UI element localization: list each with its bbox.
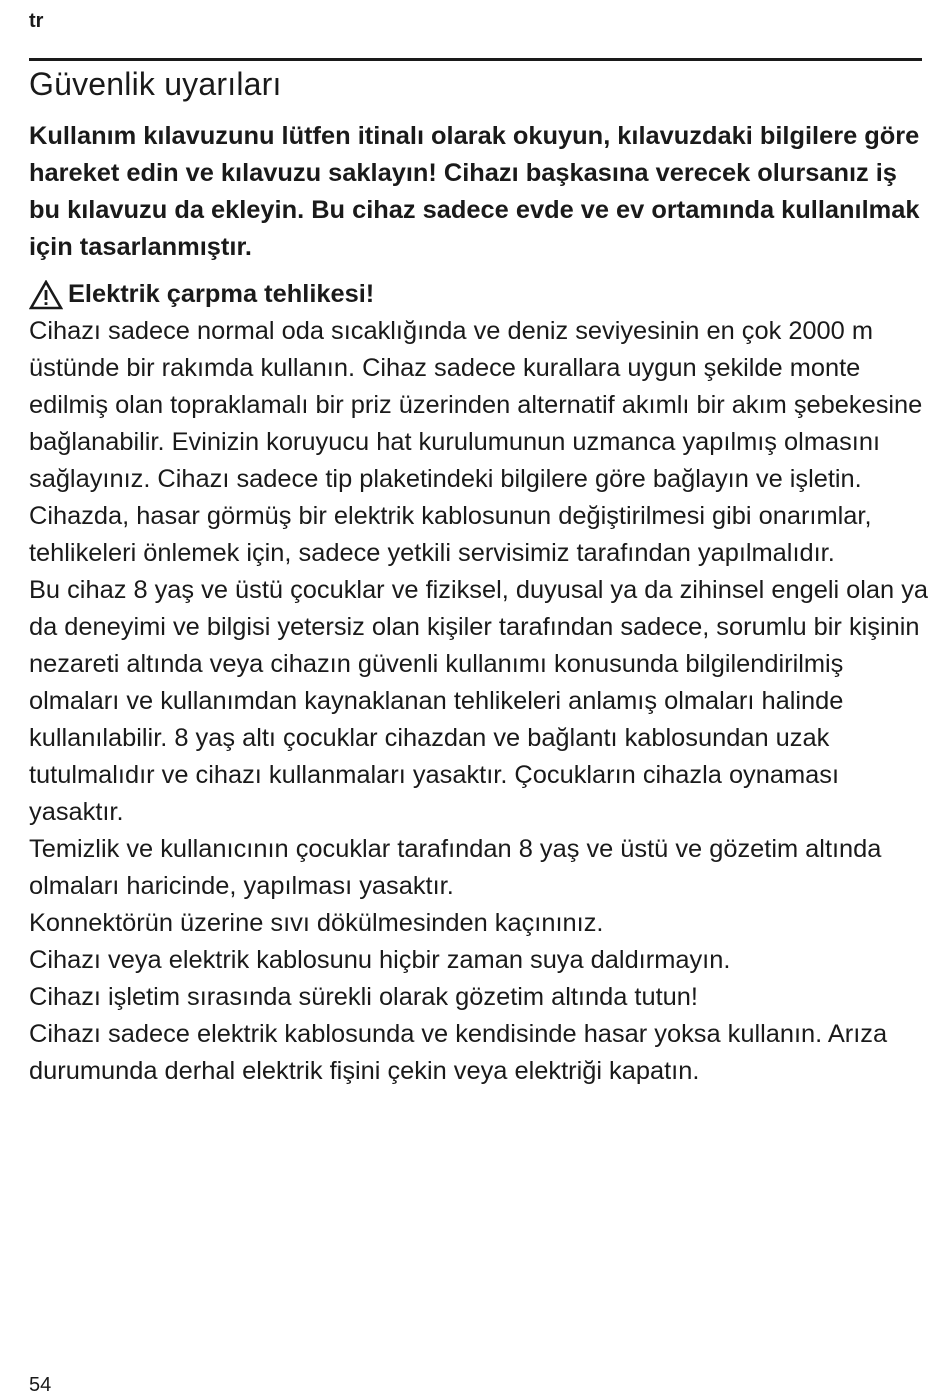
header-rule [29,58,922,61]
section-body [29,118,929,1090]
page-number: 54 [29,1374,52,1396]
paragraph-supervision: Cihazı işletim sırasında sürekli olarak gözetim altında tutun! [29,983,698,1011]
warning-heading [29,276,929,313]
intro-paragraph: Kullanım kılavuzunu lütfen itinalı olarak okuyun, kılavuzdaki bilgilere göre hareket edin ve kılavuzu saklayın! Cihazı başkasına verecek olursanız iş bu kılavuzu da ekleyin. Bu cihaz sadece evde ve ev ortamında kullanılmak için tasarlanmıştır. [29,122,920,261]
paragraph-connector: Konnektörün üzerine sıvı dökülmesinden kaçınınız. [29,909,604,937]
paragraph-water: Cihazı veya elektrik kablosunu hiçbir zaman suya daldırmayın. [29,946,731,974]
warning-triangle-icon [29,280,63,310]
paragraph-electrical: Cihazı sadece normal oda sıcaklığında ve deniz seviyesinin en çok 2000 m üstünde bir rakımda kullanın. Cihaz sadece kurallara uygun şekilde monte edilmiş olan topraklamalı bir priz üzerinden alternatif akımlı bir akım şebekesine bağlanabilir. Evinizin koruyucu hat kurulumunun uzmanca yapılmış olmasını sağlayınız. Cihazı sadece tip plaketindeki bilgilere göre bağlayın ve işletin. Cihazda, hasar görmüş bir elektrik kablosunun değiştirilmesi gibi onarımlar, tehlikeleri önlemek için, sadece yetkili servisimiz tarafından yapılmalıdır. [29,317,923,567]
paragraph-damage: Cihazı sadece elektrik kablosunda ve kendisinde hasar yoksa kullanın. Arıza durumunda derhal elektrik fişini çekin veya elektriği kapatın. [29,1020,888,1085]
warning-heading-text: Elektrik çarpma tehlikesi! [68,280,375,308]
paragraph-cleaning: Temizlik ve kullanıcının çocuklar tarafından 8 yaş ve üstü ve gözetim altında olmaları haricinde, yapılması yasaktır. [29,835,882,900]
language-tag: tr [29,10,44,32]
section-title: Güvenlik uyarıları [29,66,282,102]
paragraph-children: Bu cihaz 8 yaş ve üstü çocuklar ve fiziksel, duyusal ya da zihinsel engeli olan ya da deneyimi ve bilgisi yetersiz olan kişiler tarafından sadece, sorumlu bir kişinin nezareti altında veya cihazın güvenli kullanımı konusunda bilgilendirilmiş olmaları ve kullanımdan kaynaklanan tehlikeleri anlamış olmaları halinde kullanılabilir. 8 yaş altı çocuklar cihazdan ve bağlantı kablosundan uzak tutulmalıdır ve cihazı kullanmaları yasaktır. Çocukların cihazla oynaması yasaktır. [29,576,929,826]
